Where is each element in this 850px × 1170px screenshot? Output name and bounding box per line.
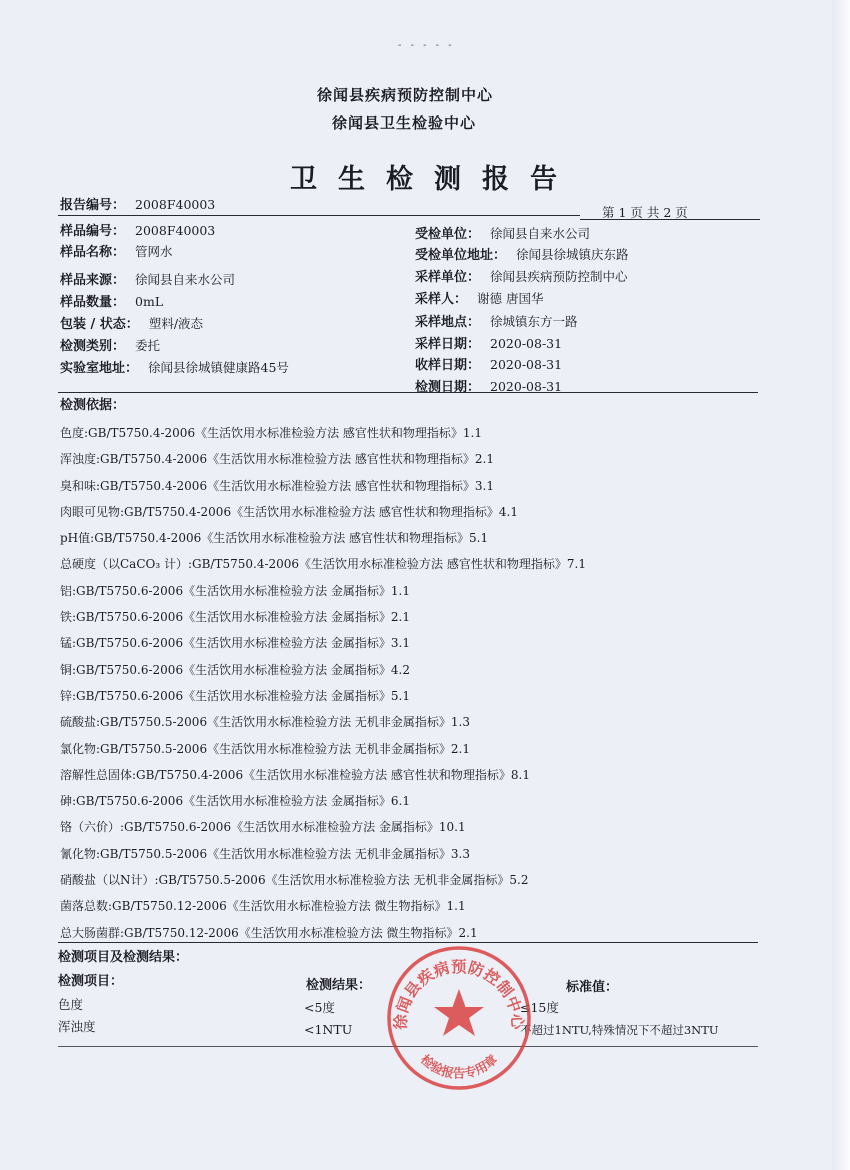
basis-list	[60, 424, 586, 950]
divider-top	[58, 215, 580, 216]
sample-field: 采样日期： 2020-08-31	[415, 336, 563, 352]
basis-item: pH值:GB/T5750.4-2006《生活饮用水标准检验方法 感官性状和物理指标》5.1	[60, 531, 489, 546]
report-number-label: 报告编号：	[60, 198, 126, 213]
basis-item: 硝酸盐（以N计）:GB/T5750.5-2006《生活饮用水标准检验方法 无机非金属指标》5.2	[60, 873, 529, 888]
results-col-item: 检测项目：	[58, 974, 124, 989]
sample-field: 样品名称： 管网水	[60, 244, 173, 260]
report-number	[60, 194, 215, 213]
basis-item: 浑浊度:GB/T5750.4-2006《生活饮用水标准检验方法 感官性状和物理指标》2.1	[60, 452, 494, 467]
page-info: 第 1 页 共 2 页	[602, 205, 688, 220]
sample-field: 受检单位地址： 徐闻县徐城镇庆东路	[415, 247, 629, 263]
star-icon	[434, 989, 484, 1036]
result-row-item: 色度	[58, 997, 84, 1012]
basis-item: 锌:GB/T5750.6-2006《生活饮用水标准检验方法 金属指标》5.1	[60, 688, 410, 703]
result-row-value: <5度	[304, 1000, 335, 1015]
basis-item: 铝:GB/T5750.6-2006《生活饮用水标准检验方法 金属指标》1.1	[60, 583, 410, 598]
sample-field: 受检单位： 徐闻县自来水公司	[415, 226, 591, 242]
results-title: 检测项目及检测结果：	[58, 950, 189, 965]
scan-mark: - - - - -	[398, 40, 455, 51]
basis-item: 氯化物:GB/T5750.5-2006《生活饮用水标准检验方法 无机非金属指标》2.1	[60, 741, 470, 756]
org-name-2: 徐闻县卫生检验中心	[332, 114, 477, 132]
results-col-result: 检测结果：	[306, 978, 372, 993]
org-name-1: 徐闻县疾病预防控制中心	[317, 86, 494, 104]
basis-item: 总大肠菌群:GB/T5750.12-2006《生活饮用水标准检验方法 微生物指标》2.1	[60, 925, 478, 940]
result-row-standard: ≤15度	[520, 1000, 559, 1015]
report-title: 卫生检测报告	[290, 164, 578, 195]
result-row-standard: 不超过1NTU,特殊情况下不超过3NTU	[520, 1023, 719, 1037]
divider-top-right	[580, 219, 760, 220]
sample-field: 采样地点： 徐城镇东方一路	[415, 314, 578, 330]
result-row-value: <1NTU	[304, 1022, 353, 1037]
sample-field: 样品来源： 徐闻县自来水公司	[60, 272, 236, 288]
basis-item: 总硬度（以CaCO₃ 计）:GB/T5750.4-2006《生活饮用水标准检验方法 感官性状和物理指标》7.1	[60, 557, 586, 572]
sample-field: 收样日期： 2020-08-31	[415, 357, 563, 373]
basis-item: 肉眼可见物:GB/T5750.4-2006《生活饮用水标准检验方法 感官性状和物理指标》4.1	[60, 504, 518, 519]
result-row-item: 浑浊度	[58, 1019, 96, 1034]
basis-item: 铜:GB/T5750.6-2006《生活饮用水标准检验方法 金属指标》4.2	[60, 662, 410, 677]
sample-info-right	[415, 223, 629, 398]
sample-field: 样品编号： 2008F40003	[60, 223, 216, 239]
basis-item: 铁:GB/T5750.6-2006《生活饮用水标准检验方法 金属指标》2.1	[60, 610, 410, 625]
basis-item: 硫酸盐:GB/T5750.5-2006《生活饮用水标准检验方法 无机非金属指标》1.3	[60, 715, 470, 730]
basis-item: 砷:GB/T5750.6-2006《生活饮用水标准检验方法 金属指标》6.1	[60, 794, 410, 809]
basis-item: 溶解性总固体:GB/T5750.4-2006《生活饮用水标准检验方法 感官性状和物理指标》8.1	[60, 767, 530, 782]
seal-text-bottom: 检验报告专用章	[417, 1051, 501, 1081]
basis-item: 锰:GB/T5750.6-2006《生活饮用水标准检验方法 金属指标》3.1	[60, 636, 410, 651]
report-number-value: 2008F40003	[135, 197, 216, 212]
results-col-standard: 标准值：	[566, 980, 619, 995]
basis-item: 铬（六价）:GB/T5750.6-2006《生活饮用水标准检验方法 金属指标》10.1	[60, 820, 466, 835]
basis-item: 臭和味:GB/T5750.4-2006《生活饮用水标准检验方法 感官性状和物理指标》3.1	[60, 478, 494, 493]
sample-field: 采样人： 谢德 唐国华	[415, 291, 544, 307]
sample-field: 实验室地址： 徐闻县徐城镇健康路45号	[60, 360, 289, 376]
basis-title: 检测依据：	[60, 398, 126, 413]
basis-item: 菌落总数:GB/T5750.12-2006《生活饮用水标准检验方法 微生物指标》1.1	[60, 899, 466, 914]
divider-basis	[58, 392, 758, 393]
basis-item: 氰化物:GB/T5750.5-2006《生活饮用水标准检验方法 无机非金属指标》3.3	[60, 846, 470, 861]
sample-field: 检测类别： 委托	[60, 338, 161, 354]
official-seal	[384, 943, 534, 1093]
sample-field: 包装 / 状态： 塑料/液态	[60, 316, 204, 332]
sample-info-left	[60, 220, 289, 379]
sample-field: 样品数量： 0mL	[60, 294, 164, 310]
sample-field: 采样单位： 徐闻县疾病预防控制中心	[415, 269, 628, 285]
seal-text-top: 徐闻县疾病预防控制中心	[391, 958, 527, 1031]
scan-edge	[832, 0, 850, 1170]
sample-field: 检测日期： 2020-08-31	[415, 379, 563, 395]
basis-item: 色度:GB/T5750.4-2006《生活饮用水标准检验方法 感官性状和物理指标》1.1	[60, 426, 482, 440]
